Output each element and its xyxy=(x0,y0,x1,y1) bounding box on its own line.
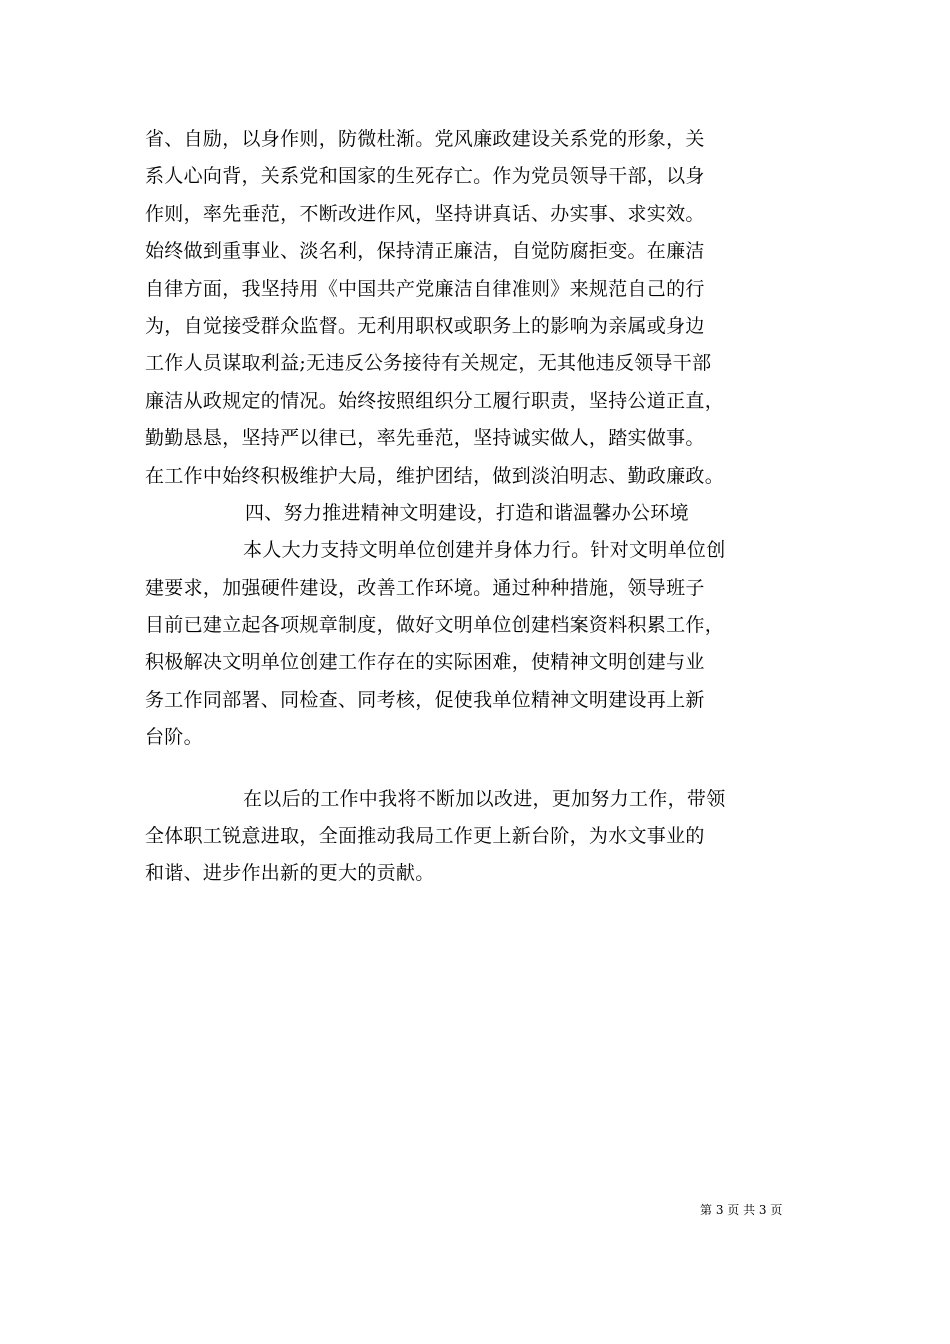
text-line: 目前已建立起各项规章制度，做好文明单位创建档案资料积累工作， xyxy=(145,614,725,637)
text-line: 务工作同部署、同检查、同考核，促使我单位精神文明建设再上新 xyxy=(145,688,705,711)
document-body xyxy=(145,121,813,893)
text-line: 在工作中始终积极维护大局，维护团结，做到淡泊明志、勤政廉政。 xyxy=(145,464,725,487)
paragraph-discipline xyxy=(145,121,813,495)
page-number: 第 3 页 共 3 页 xyxy=(700,1203,783,1217)
text-line: 作则，率先垂范，不断改进作风，坚持讲真话、办实事、求实效。 xyxy=(145,202,705,225)
text-line: 和谐、进步作出新的更大的贡献。 xyxy=(145,862,435,885)
text-line: 自律方面，我坚持用《中国共产党廉洁自律准则》来规范自己的行 xyxy=(145,277,705,300)
section-heading: 四、努力推进精神文明建设，打造和谐温馨办公环境 xyxy=(245,501,689,524)
paragraph-conclusion xyxy=(145,781,813,893)
paragraph-civilization xyxy=(145,532,813,756)
text-line: 本人大力支持文明单位创建并身体力行。针对文明单位创 xyxy=(243,539,726,562)
paragraph-gap xyxy=(145,757,813,781)
text-line: 勤勤恳恳，坚持严以律已，率先垂范，坚持诚实做人，踏实做事。 xyxy=(145,427,705,450)
text-line: 建要求，加强硬件建设，改善工作环境。通过种种措施，领导班子 xyxy=(145,576,705,599)
text-line: 全体职工锐意进取，全面推动我局工作更上新台阶，为水文事业的 xyxy=(145,825,705,848)
text-line: 为，自觉接受群众监督。无利用职权或职务上的影响为亲属或身边 xyxy=(145,314,705,337)
text-line: 在以后的工作中我将不断加以改进，更加努力工作，带领 xyxy=(243,787,726,810)
text-line: 台阶。 xyxy=(145,726,203,749)
text-line: 工作人员谋取利益;无违反公务接待有关规定，无其他违反领导干部 xyxy=(145,352,712,375)
text-line: 始终做到重事业、淡名利，保持清正廉洁，自觉防腐拒变。在廉洁 xyxy=(145,240,705,263)
text-line: 系人心向背，关系党和国家的生死存亡。作为党员领导干部，以身 xyxy=(145,165,705,188)
text-line: 省、自励，以身作则，防微杜渐。党风廉政建设关系党的形象，关 xyxy=(145,128,705,150)
text-line: 廉洁从政规定的情况。始终按照组织分工履行职责，坚持公道正直， xyxy=(145,389,725,412)
text-line: 积极解决文明单位创建工作存在的实际困难，使精神文明创建与业 xyxy=(145,651,705,674)
